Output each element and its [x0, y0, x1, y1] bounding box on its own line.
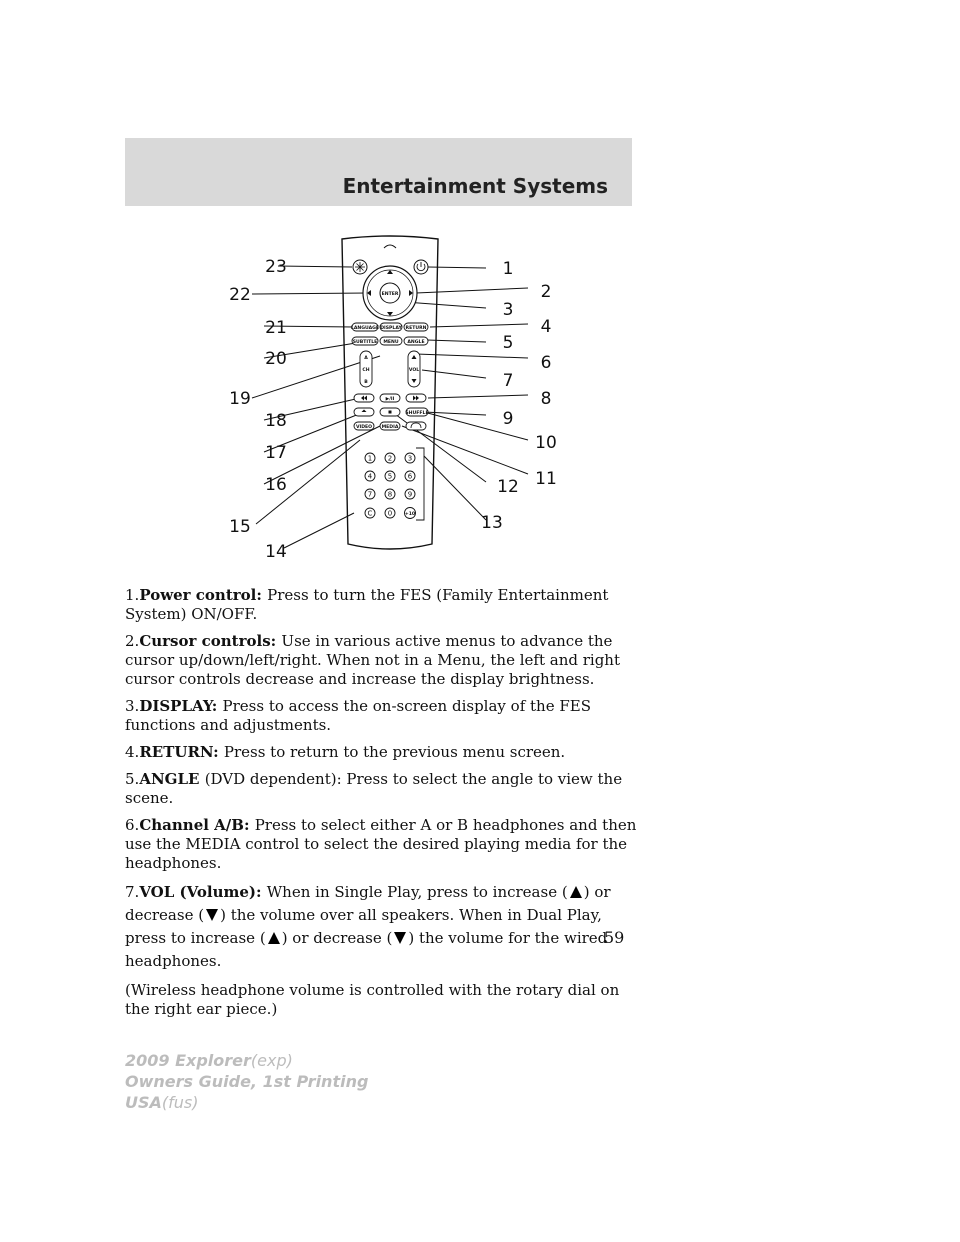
- section-title: Entertainment Systems: [342, 174, 608, 198]
- svg-text:23: 23: [265, 257, 287, 277]
- page-number: 59: [604, 928, 625, 947]
- list-item: 7.VOL (Volume): When in Single Play, press to increase ( ) or decrease ( ) the volume over all speakers. When in Dual Play, press to increase ( ) or decrease ( ) the volume for the wired headphones.: [125, 883, 611, 970]
- svg-text:3: 3: [407, 454, 413, 463]
- svg-text:2: 2: [387, 454, 393, 463]
- svg-text:MEDIA: MEDIA: [381, 425, 399, 430]
- svg-text:1: 1: [367, 454, 373, 463]
- list-item: 2.Cursor controls: Use in various active menus to advance the cursor up/down/left/right. When not in a Menu, the left and right cursor controls decrease and increase the display brightness.: [125, 632, 620, 688]
- svg-text:16: 16: [265, 475, 287, 495]
- svg-text:2: 2: [540, 282, 552, 302]
- svg-text:C: C: [367, 509, 373, 518]
- remote-control-diagram: [220, 230, 580, 570]
- svg-text:▶/II: ▶/II: [385, 397, 395, 402]
- svg-text:5: 5: [502, 333, 514, 353]
- svg-text:DISPLAY: DISPLAY: [380, 326, 402, 331]
- svg-text:13: 13: [481, 513, 503, 533]
- svg-text:1: 1: [502, 259, 514, 279]
- svg-text:15: 15: [229, 517, 251, 537]
- svg-text:4: 4: [540, 317, 552, 337]
- svg-text:20: 20: [265, 349, 287, 369]
- svg-text:7: 7: [502, 371, 514, 391]
- footer-model-code: (exp): [250, 1051, 293, 1070]
- svg-text:8: 8: [540, 389, 552, 409]
- list-item: 3.DISPLAY: Press to access the on-screen display of the FES functions and adjustments.: [125, 697, 591, 734]
- svg-text:LANGUAGE: LANGUAGE: [350, 326, 380, 331]
- svg-text:B: B: [364, 380, 368, 385]
- svg-text:VIDEO: VIDEO: [355, 425, 373, 430]
- header-band: [125, 138, 632, 206]
- svg-text:17: 17: [265, 443, 287, 463]
- decrease-triangle-icon: [206, 909, 218, 921]
- svg-text:11: 11: [535, 469, 557, 489]
- svg-text:7: 7: [367, 490, 373, 499]
- footer-guide: Owners Guide, 1st Printing: [125, 1072, 369, 1091]
- svg-text:ANGLE: ANGLE: [407, 340, 425, 345]
- increase-triangle-icon: [570, 886, 582, 898]
- light-icon: [355, 262, 365, 272]
- svg-text:A: A: [364, 356, 368, 361]
- svg-text:RETURN: RETURN: [405, 326, 427, 331]
- svg-text:SUBTITLE: SUBTITLE: [352, 340, 378, 345]
- list-item: 5.ANGLE (DVD dependent): Press to select the angle to view the scene.: [125, 770, 623, 807]
- svg-text:8: 8: [387, 490, 393, 499]
- svg-text:21: 21: [265, 318, 287, 338]
- svg-text:4: 4: [367, 472, 373, 481]
- svg-text:+10: +10: [404, 512, 416, 517]
- svg-text:18: 18: [265, 411, 287, 431]
- svg-text:CH: CH: [362, 368, 370, 373]
- decrease-triangle-icon: [394, 932, 406, 944]
- svg-text:12: 12: [497, 477, 519, 497]
- svg-text:9: 9: [502, 409, 514, 429]
- svg-text:0: 0: [387, 509, 393, 518]
- svg-text:10: 10: [535, 433, 557, 453]
- list-item: 6.Channel A/B: Press to select either A or B headphones and then use the MEDIA control to select the desired playing media for the headphones.: [125, 816, 637, 872]
- footer-region-code: (fus): [161, 1093, 199, 1112]
- list-item: 4.RETURN: Press to return to the previous menu screen.: [125, 743, 566, 761]
- svg-text:3: 3: [502, 300, 514, 320]
- list-item: 1.Power control: Press to turn the FES (Family Entertainment System) ON/OFF.: [125, 586, 609, 623]
- footer-model: 2009 Explorer: [125, 1051, 251, 1070]
- footer: [125, 1050, 368, 1113]
- svg-text:5: 5: [387, 472, 393, 481]
- footer-region: USA: [125, 1093, 162, 1112]
- svg-text:MENU: MENU: [383, 340, 399, 345]
- svg-text:6: 6: [540, 353, 552, 373]
- svg-text:SHUFFLE: SHUFFLE: [405, 411, 429, 416]
- enter-label: ENTER: [381, 292, 399, 297]
- svg-text:14: 14: [265, 542, 287, 562]
- svg-text:VOL: VOL: [408, 368, 420, 373]
- note: (Wireless headphone volume is controlled with the rotary dial on the right ear piece.): [125, 981, 620, 1018]
- item-list: [125, 586, 645, 1027]
- svg-text:6: 6: [407, 472, 413, 481]
- increase-triangle-icon: [268, 932, 280, 944]
- svg-text:22: 22: [229, 285, 251, 305]
- svg-text:19: 19: [229, 389, 251, 409]
- svg-text:9: 9: [407, 490, 413, 499]
